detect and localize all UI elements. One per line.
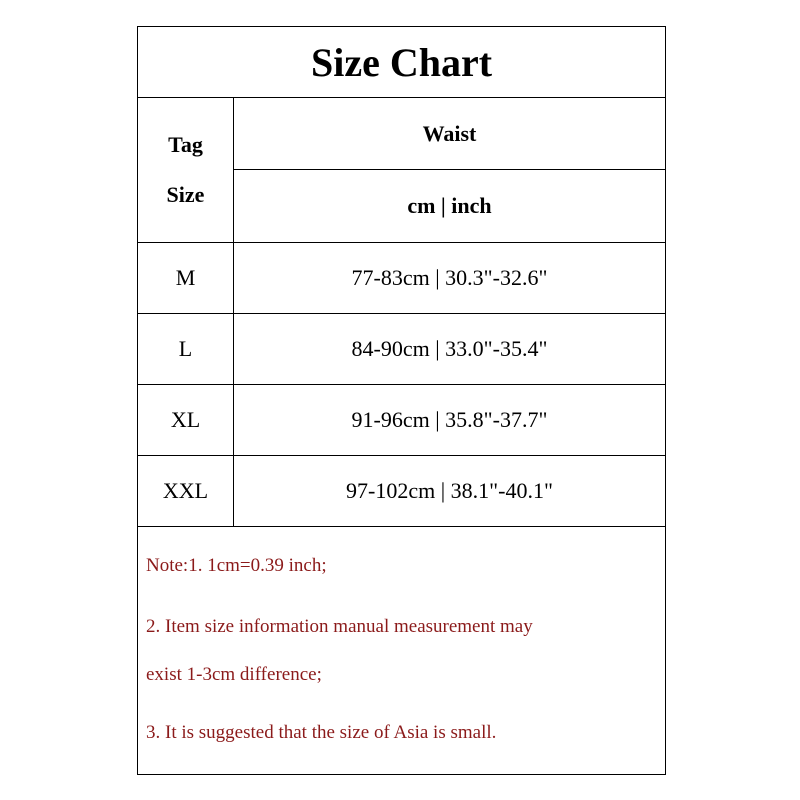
table-row (138, 243, 665, 314)
note-line-2: 2. Item size information manual measurement may (146, 616, 533, 637)
note-line-1: Note:1. 1cm=0.39 inch; (146, 555, 327, 576)
tag-size-header (138, 98, 234, 243)
waist-cell: 97-102cm | 38.1"-40.1" (346, 478, 553, 503)
size-cell: L (138, 314, 234, 384)
table-row (138, 385, 665, 456)
size-cell: XL (138, 385, 234, 455)
note-line-3: exist 1-3cm difference; (146, 664, 322, 685)
size-chart-table (137, 26, 666, 775)
tag-size-header-line1: Tag (168, 132, 203, 157)
waist-cell: 91-96cm | 35.8"-37.7" (351, 407, 548, 432)
size-cell: M (138, 243, 234, 313)
units-header: cm | inch (234, 170, 665, 243)
table-row (138, 314, 665, 385)
chart-title: Size Chart (138, 27, 665, 98)
tag-size-header-line2: Size (166, 182, 205, 207)
table-row (138, 456, 665, 527)
waist-header: Waist (234, 98, 665, 170)
note-line-4: 3. It is suggested that the size of Asia is small. (146, 722, 497, 743)
waist-cell: 84-90cm | 33.0"-35.4" (351, 336, 548, 361)
size-cell: XXL (138, 456, 234, 526)
waist-cell: 77-83cm | 30.3"-32.6" (351, 265, 548, 290)
